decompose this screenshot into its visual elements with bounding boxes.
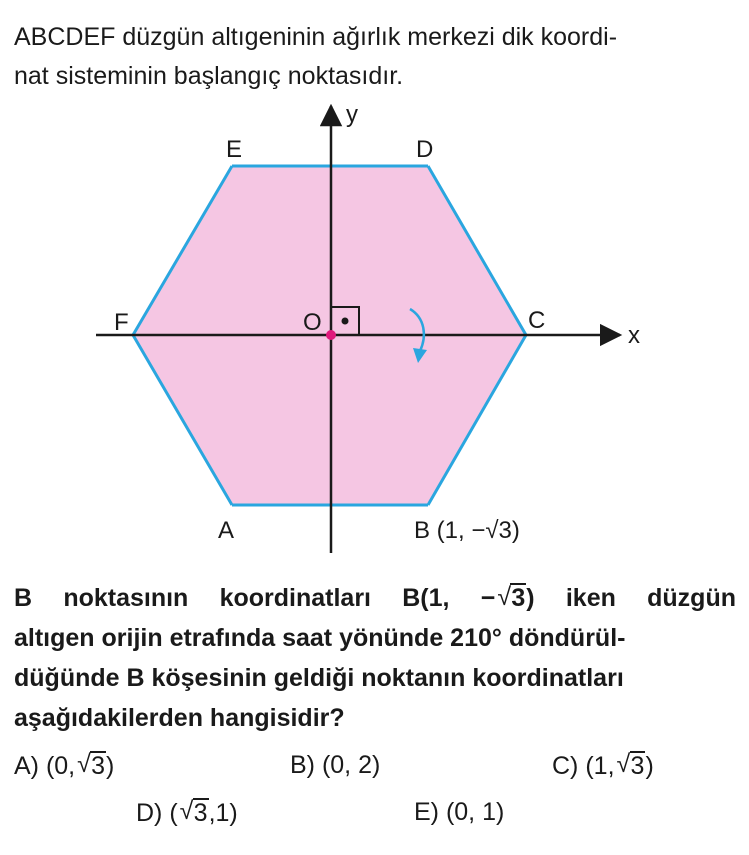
- question-text: [14, 578, 736, 738]
- option-b-text: (0, 2): [321, 751, 381, 779]
- option-a-open: (0,: [45, 752, 76, 780]
- intro-line-2: nat sisteminin başlangıç noktasıdır.: [14, 62, 404, 90]
- option-d[interactable]: [136, 798, 238, 828]
- option-d-letter: D): [136, 799, 163, 827]
- vertex-label-c: C: [528, 307, 546, 334]
- option-a-close: ): [106, 752, 115, 780]
- option-d-open: (: [169, 799, 178, 827]
- vertex-label-d: D: [416, 136, 434, 163]
- question-line-2: altıgen orijin etrafında saat yönünde 210° döndürül-: [14, 624, 626, 652]
- option-a-radicand: 3: [91, 752, 106, 780]
- intro-line-1: ABCDEF düzgün altıgeninin ağırlık merkezi dik koordi-: [14, 23, 618, 51]
- option-c-open: (1,: [585, 752, 615, 780]
- option-d-sqrt: √ 3: [179, 797, 208, 827]
- vertex-label-e: E: [226, 136, 243, 163]
- option-d-radicand: 3: [193, 799, 208, 827]
- radical-sign: √: [497, 583, 512, 611]
- option-a[interactable]: [14, 751, 114, 781]
- option-c-sqrt: √ 3: [616, 750, 645, 780]
- option-e[interactable]: [414, 798, 504, 827]
- vertex-label-a: A: [218, 517, 235, 544]
- option-a-sqrt: √ 3: [77, 750, 106, 780]
- x-axis-label: x: [628, 322, 640, 349]
- option-a-letter: A): [14, 752, 39, 780]
- question-line-4: aşağıdakilerden hangisidir?: [14, 704, 345, 732]
- question-line-1-end: ) iken düzgün: [526, 584, 736, 612]
- option-b[interactable]: [290, 751, 380, 780]
- origin-point: [326, 330, 336, 340]
- option-b-letter: B): [290, 751, 315, 779]
- option-c-letter: C): [552, 752, 579, 780]
- question-line-3: düğünde B köşesinin geldiği noktanın koordinatları: [14, 664, 624, 692]
- vertex-label-f: F: [114, 309, 129, 336]
- radicand: 3: [511, 584, 526, 612]
- problem-intro: [14, 18, 739, 96]
- option-c-radicand: 3: [630, 752, 645, 780]
- vertex-label-b: B (1, −√3): [414, 517, 520, 544]
- option-c-close: ): [645, 752, 654, 780]
- origin-label: O: [303, 309, 322, 336]
- option-d-close: ,1): [208, 799, 238, 827]
- option-e-text: (0, 1): [445, 798, 505, 826]
- y-axis-label: y: [346, 101, 358, 128]
- hexagon-figure: [0, 95, 749, 565]
- question-line-1-start: B noktasının koordinatları B(1, −: [14, 584, 496, 612]
- option-e-letter: E): [414, 798, 439, 826]
- sqrt-three: [497, 578, 526, 618]
- question-line-1: [14, 578, 736, 618]
- option-c[interactable]: [552, 751, 654, 781]
- right-angle-dot: [342, 318, 349, 325]
